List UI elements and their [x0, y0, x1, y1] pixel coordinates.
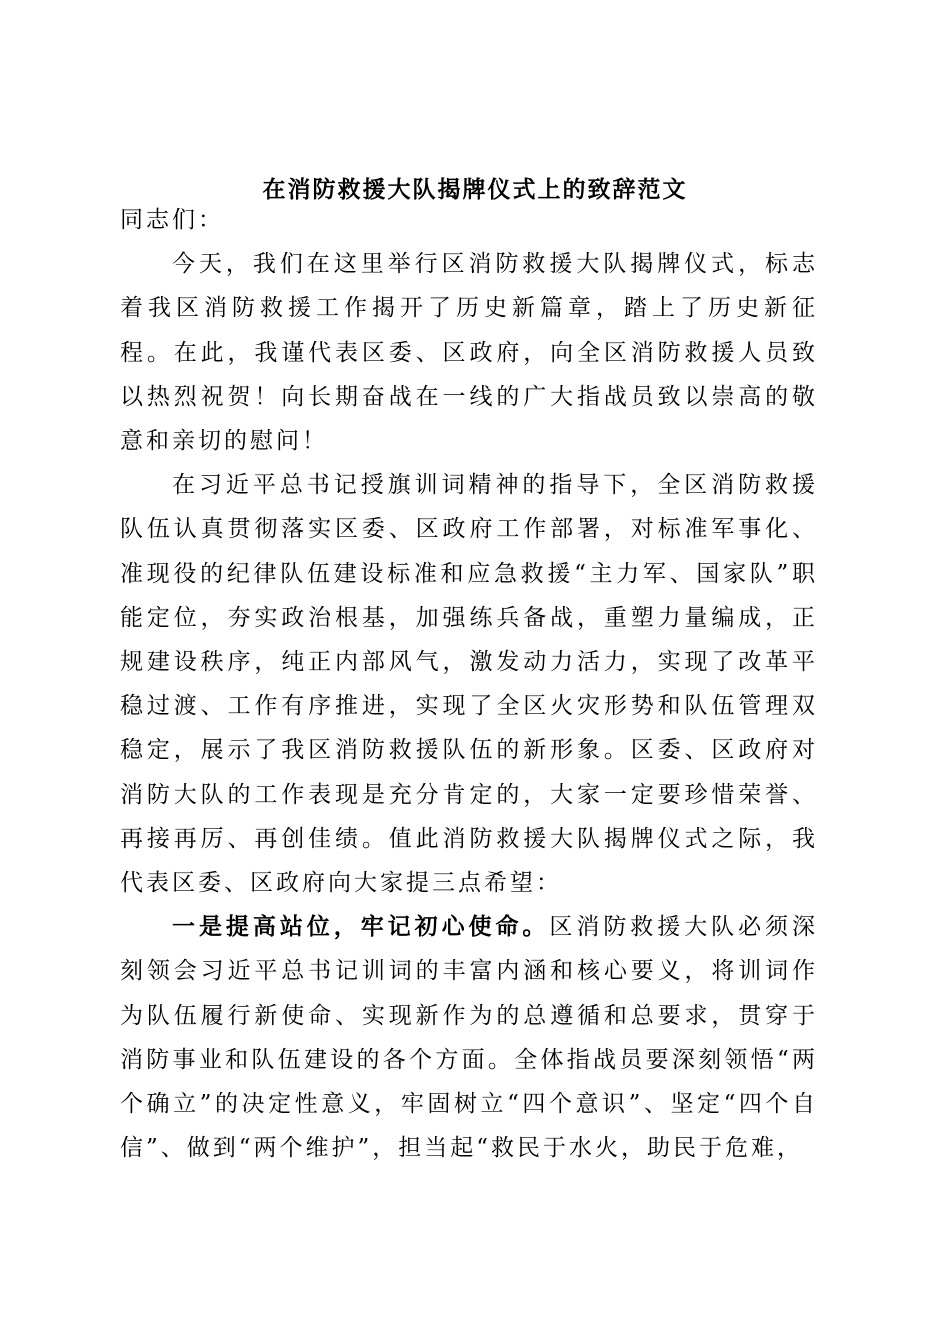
paragraph-lead-heading: 一是提高站位，牢记初心使命。 [172, 913, 550, 941]
document-title: 在消防救援大队揭牌仪式上的致辞范文 [262, 176, 688, 203]
salutation: 同志们： [120, 207, 224, 233]
paragraph-hope-one [120, 905, 818, 1170]
paragraph-achievements: 在习近平总书记授旗训词精神的指导下，全区消防救援队伍认真贯彻落实区委、区政府工作部署，对标准军事化、准现役的纪律队伍建设标准和应急救援“主力军、国家队”职能定位，夯实政治根基，加强练兵备战，重塑力量编成，正规建设秩序，纯正内部风气，激发动力活力，实现了改革平稳过渡、工作有序推进，实现了全区火灾形势和队伍管理双稳定，展示了我区消防救援队伍的新形象。区委、区政府对消防大队的工作表现是充分肯定的，大家一定要珍惜荣誉、再接再厉、再创佳绩。值此消防救援大队揭牌仪式之际，我代表区委、区政府向大家提三点希望： [120, 472, 818, 897]
paragraph-opening: 今天，我们在这里举行区消防救援大队揭牌仪式，标志着我区消防救援工作揭开了历史新篇章，踏上了历史新征程。在此，我谨代表区委、区政府，向全区消防救援人员致以热烈祝贺！向长期奋战在一线的广大指战员致以崇高的敬意和亲切的慰问！ [120, 251, 818, 455]
paragraph-text: 区消防救援大队必须深刻领会习近平总书记训词的丰富内涵和核心要义，将训词作为队伍履行新使命、实现新作为的总遵循和总要求，贯穿于消防事业和队伍建设的各个方面。全体指战员要深刻领悟“两个确立”的决定性意义，牢固树立“四个意识”、坚定“四个自信”、做到“两个维护”，担当起“救民于水火，助民于危难， [120, 914, 819, 1162]
document-body [120, 198, 818, 1170]
